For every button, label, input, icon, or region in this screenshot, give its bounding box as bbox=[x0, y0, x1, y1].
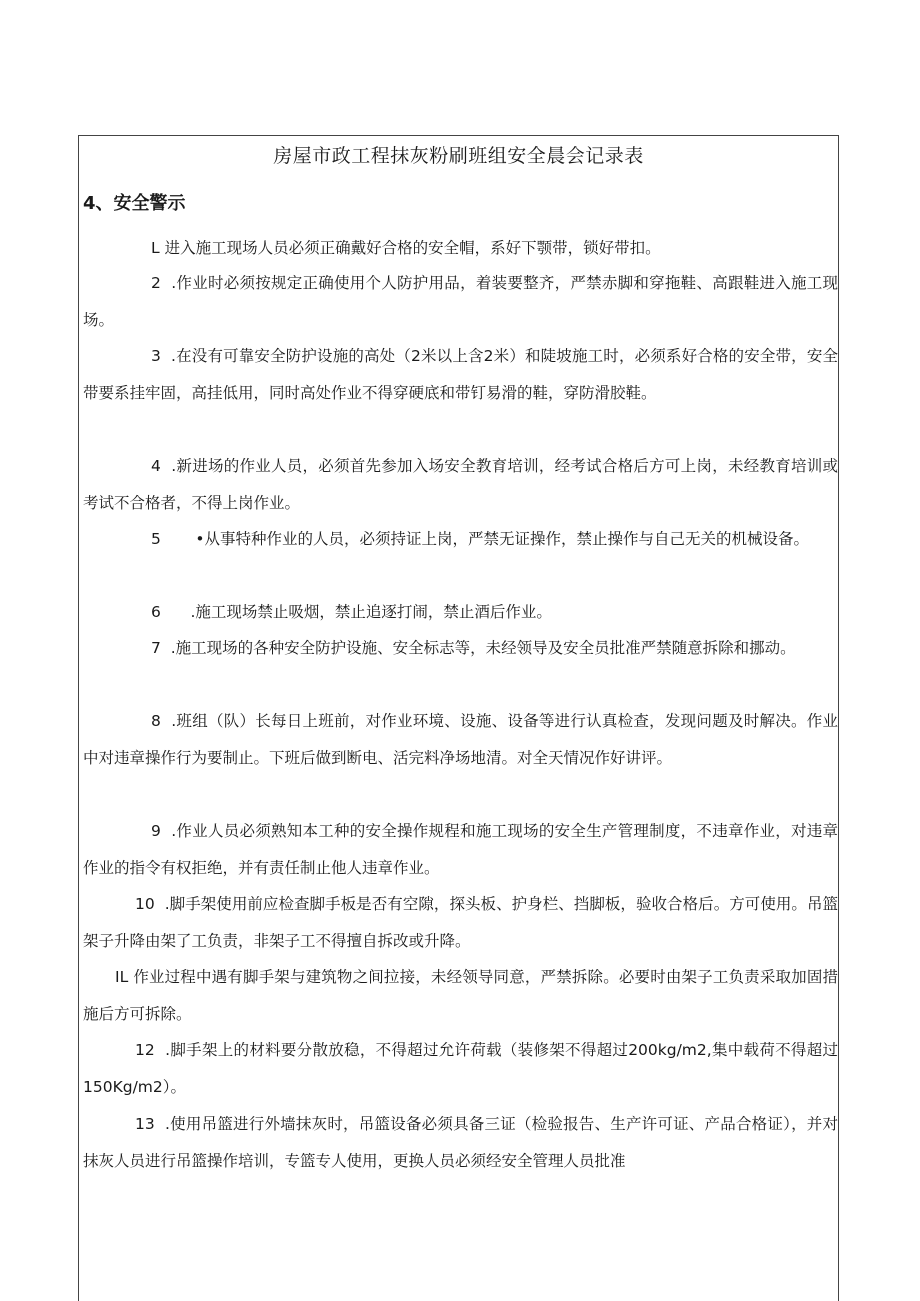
list-item: 4 .新进场的作业人员，必须首先参加入场安全教育培训，经考试合格后方可上岗，未经教育培训或考试不合格者，不得上岗作业。 bbox=[83, 457, 838, 512]
section-heading: 4、安全警示 bbox=[83, 193, 186, 214]
list-item: 9 .作业人员必须熟知本工种的安全操作规程和施工现场的安全生产管理制度，不违章作业，对违章作业的指令有权拒绝，并有责任制止他人违章作业。 bbox=[83, 822, 838, 877]
list-item: 12 .脚手架上的材料要分散放稳，不得超过允许荷载（装修架不得超过200kg/m2,集中载荷不得超过150Kg/m2）。 bbox=[83, 1041, 838, 1096]
list-item: 5 •从事特种作业的人员，必须持证上岗，严禁无证操作，禁止操作与自己无关的机械设备。 bbox=[151, 530, 810, 548]
list-item: 6 .施工现场禁止吸烟，禁止追逐打闹，禁止酒后作业。 bbox=[151, 603, 552, 621]
list-item: 10 .脚手架使用前应检查脚手板是否有空隙，探头板、护身栏、挡脚板，验收合格后。方可使用。吊篮架子升降由架了工负责，非架子工不得擅自拆改或升降。 bbox=[83, 895, 838, 950]
list-item: IL 作业过程中遇有脚手架与建筑物之间拉接，未经领导同意，严禁拆除。必要时由架子工负责采取加固措施后方可拆除。 bbox=[83, 968, 838, 1023]
list-item: 2 .作业时必须按规定正确使用个人防护用品，着装要整齐，严禁赤脚和穿拖鞋、高跟鞋进入施工现场。 bbox=[83, 274, 838, 329]
list-item: L 进入施工现场人员必须正确戴好合格的安全帽，系好下颚带，锁好带扣。 bbox=[151, 239, 661, 257]
list-item: 13 .使用吊篮进行外墙抹灰时，吊篮设备必须具备三证（检验报告、生产许可证、产品合格证），并对抹灰人员进行吊篮操作培训，专篮专人使用，更换人员必须经安全管理人员批准 bbox=[83, 1115, 838, 1170]
list-item: 8 .班组（队）长每日上班前，对作业环境、设施、设备等进行认真检查，发现问题及时解决。作业中对违章操作行为要制止。下班后做到断电、活完料净场地清。对全天情况作好讲评。 bbox=[83, 712, 838, 767]
list-item: 3 .在没有可靠安全防护设施的高处（2米以上含2米）和陡坡施工时，必须系好合格的安全带，安全带要系挂牢固，高挂低用，同时高处作业不得穿硬底和带钉易滑的鞋，穿防滑胶鞋。 bbox=[83, 347, 838, 402]
document-frame bbox=[78, 135, 839, 1301]
page-title: 房屋市政工程抹灰粉刷班组安全晨会记录表 bbox=[273, 145, 644, 167]
list-item: 7 .施工现场的各种安全防护设施、安全标志等，未经领导及安全员批准严禁随意拆除和挪动。 bbox=[151, 639, 796, 657]
